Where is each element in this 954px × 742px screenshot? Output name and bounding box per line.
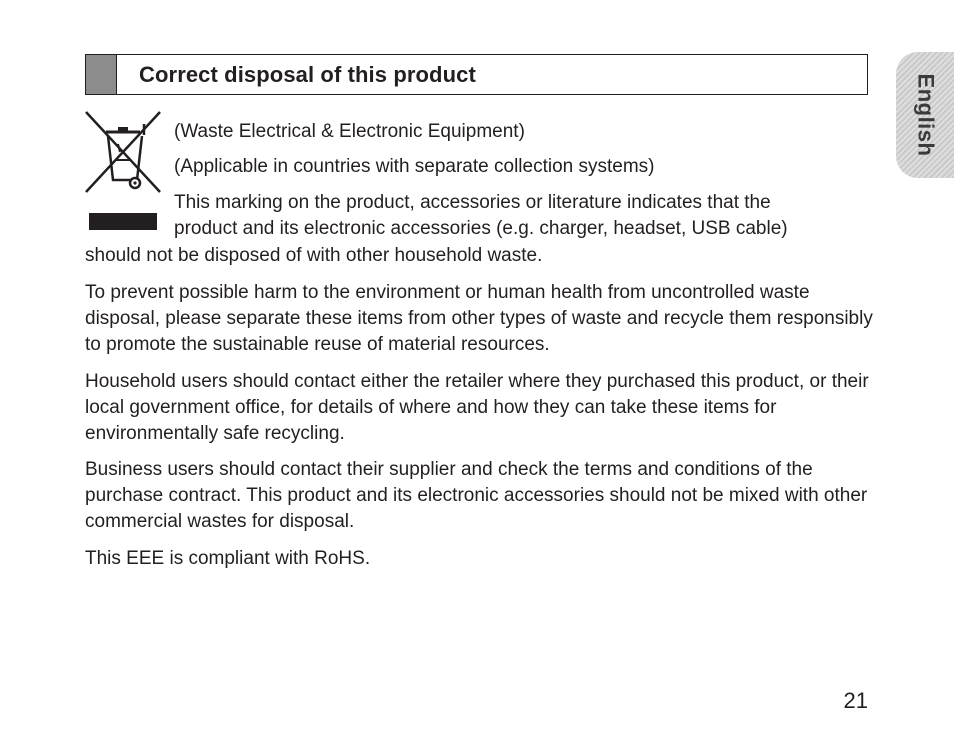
business-paragraph: Business users should contact their supplier and check the terms and conditions of the purchase contract. This product and its electronic accessories should not be mixed with other commercial wastes for disposal.: [85, 459, 868, 532]
marking-line-3: should not be disposed of with other household waste.: [85, 245, 543, 266]
rohs-line: This EEE is compliant with RoHS.: [85, 548, 371, 569]
applicable-line: (Applicable in countries with separate collection systems): [174, 156, 655, 177]
section-title: Correct disposal of this product: [139, 61, 476, 87]
section-marker: [86, 55, 117, 94]
language-tab-label: English: [913, 73, 939, 157]
marking-paragraph-start: [174, 190, 874, 242]
marking-line-1: This marking on the product, accessories or literature indicates that the: [174, 192, 771, 213]
section-header: [85, 54, 868, 95]
household-paragraph: Household users should contact either the retailer where they purchased this product, or their local government office, for details of where and how they can take these items for environmentally safe recycling.: [85, 371, 869, 444]
weee-line: (Waste Electrical & Electronic Equipment): [174, 121, 525, 142]
page-number: 21: [843, 688, 868, 713]
crossed-out-wheelie-bin-icon: [84, 110, 162, 232]
language-tab: [896, 52, 954, 178]
prevent-paragraph: To prevent possible harm to the environment or human health from uncontrolled waste disposal, please separate these items from other types of waste and recycle them responsibly to promote the sustainable reuse of material resources.: [85, 282, 873, 355]
marking-line-2: product and its electronic accessories (e.g. charger, headset, USB cable): [174, 218, 788, 239]
